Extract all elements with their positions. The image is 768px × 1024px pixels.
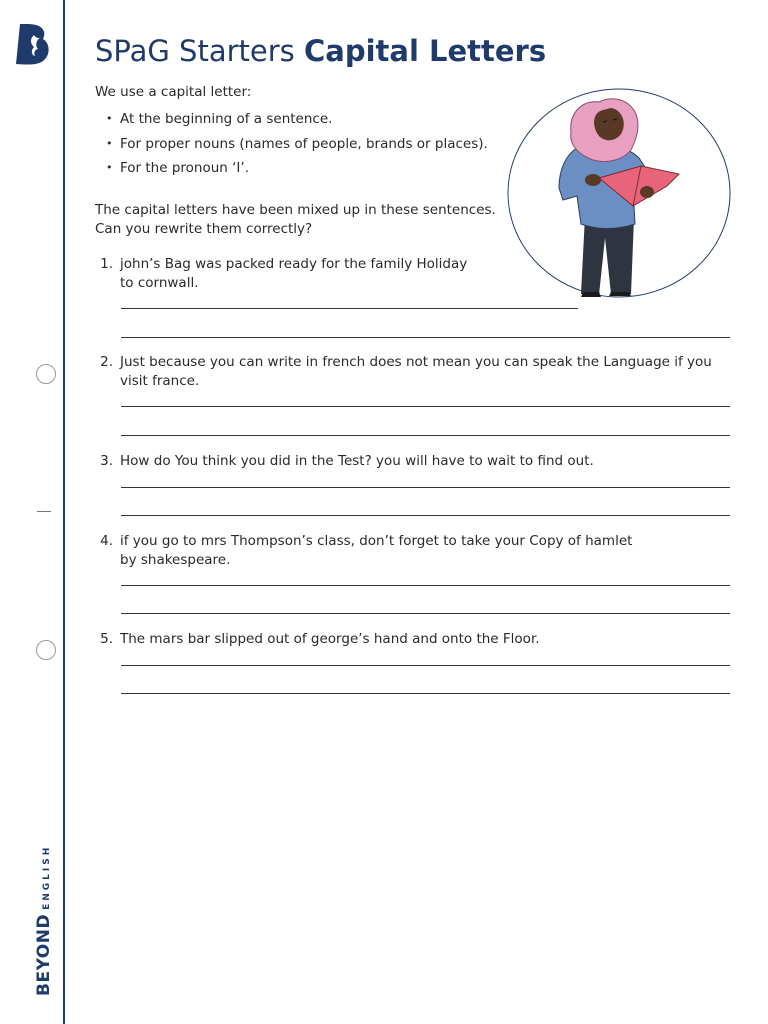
question-text [120,255,730,292]
answer-line[interactable] [121,585,730,586]
margin-rule [63,0,65,1024]
question-number: 2. [100,354,113,370]
question-line: The mars bar slipped out of george’s hand and onto the Floor. [120,631,540,647]
rule-item: • For the pronoun ‘I’. [106,159,488,184]
answer-line[interactable] [121,613,730,614]
question-line: How do You think you did in the Test? you will have to wait to find out. [120,453,594,469]
answer-line[interactable] [121,693,730,694]
answer-line[interactable] [121,406,730,407]
question-line: visit france. [120,372,200,389]
question-text [120,452,730,471]
rule-item: • At the beginning of a sentence. [106,110,488,135]
intro-text: We use a capital letter: [95,84,252,100]
question-line: by shakespeare. [120,551,231,568]
title-bold: Capital Letters [304,34,547,68]
rule-item: • For proper nouns (names of people, brands or places). [106,135,488,160]
brand-sub: ENGLISH [42,844,52,910]
question-line: to cornwall. [120,274,199,291]
answer-line[interactable] [121,665,730,666]
answer-line[interactable] [121,515,730,516]
instruction-line: Can you rewrite them correctly? [95,220,313,237]
punch-hole-bottom [36,640,56,660]
question-text [120,532,730,569]
question-text [120,630,730,649]
page-title [95,34,546,68]
question-number: 1. [100,256,113,272]
brand-name: BEYOND [34,913,54,996]
question-line: john’s Bag was packed ready for the family Holiday [120,256,468,272]
beyond-logo-icon [14,22,52,66]
punch-hole-top [36,364,56,384]
answer-line[interactable] [121,337,730,338]
title-light: SPaG Starters [95,34,295,68]
question-line: if you go to mrs Thompson’s class, don’t forget to take your Copy of hamlet [120,533,633,549]
question-number: 5. [100,631,113,647]
instruction-text [95,201,496,238]
question-number: 3. [100,453,113,469]
instruction-line: The capital letters have been mixed up in these sentences. [95,202,496,218]
question-line: Just because you can write in french does not mean you can speak the Language if you [120,354,712,370]
rules-list [106,110,488,184]
answer-line[interactable] [121,308,578,309]
answer-line[interactable] [121,487,730,488]
brand-wordmark [34,845,54,996]
answer-line[interactable] [121,435,730,436]
question-number: 4. [100,533,113,549]
question-text [120,353,730,390]
fold-mark [37,511,51,512]
